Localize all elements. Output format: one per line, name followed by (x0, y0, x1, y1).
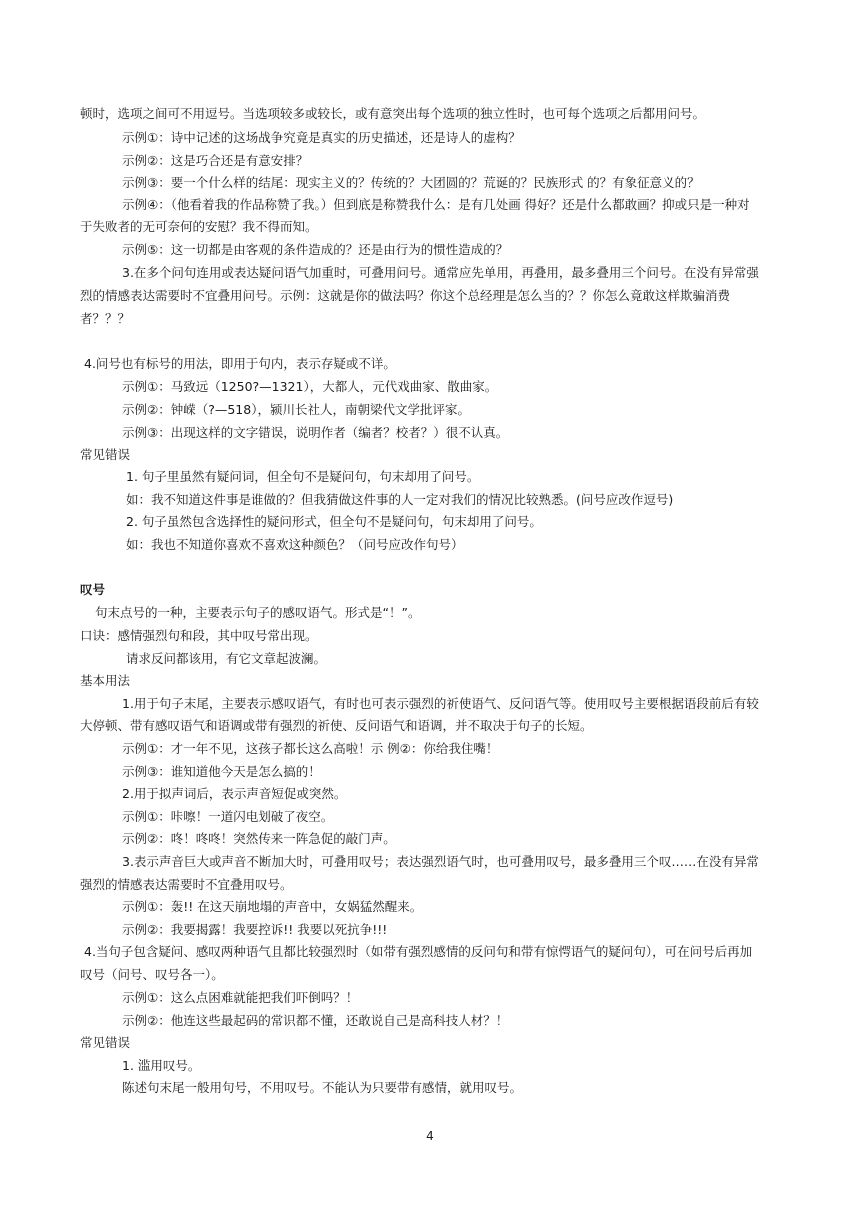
text-line: 于失败者的无可奈何的安慰？我不得而知。 (80, 219, 318, 234)
example-line: 如：我不知道这件事是谁做的？但我猜做这件事的人一定对我们的情况比较熟悉。(问号应改作逗号) (126, 492, 674, 507)
text-line: 者？？？ (80, 311, 131, 326)
example-line: 示例①：轰!! 在这天崩地塌的声音中，女娲猛然醒来。 (122, 899, 423, 914)
example-line: 示例②：他连这些最起码的常识都不懂，还敢说自己是高科技人材？！ (122, 1013, 509, 1028)
rule-line: 2.用于拟声词后，表示声音短促或突然。 (122, 786, 347, 801)
rule-line: 3.表示声音巨大或声音不断加大时，可叠用叹号；表达强烈语气时，也可叠用叹号，最多叠用三个叹……在没有异常 (122, 854, 759, 869)
text-line: 口诀：感情强烈句和段，其中叹号常出现。 (80, 628, 318, 643)
text-line: 大停顿、带有感叹语气和语调或带有强烈的祈使、反问语气和语调，并不取决于句子的长短。 (80, 718, 593, 733)
rule-line: 4.当句子包含疑问、感叹两种语气且都比较强烈时（如带有强烈感情的反问句和带有惊愕语气的疑问句），可在问号后再加 (84, 944, 753, 959)
section-heading: 叹号 (80, 582, 106, 597)
text-line: 烈的情感表达需要时不宜叠用问号。示例：这就是你的做法吗？你这个总经理是怎么当的？？你怎么竟敢这样欺骗消费 (80, 288, 731, 303)
example-line: 示例①：才一年不见，这孩子都长这么高啦！示 例②：你给我住嘴！ (122, 741, 499, 756)
example-line: 示例③：出现这样的文字错误，说明作者（编者？校者？）很不认真。 (122, 425, 509, 440)
example-line: 示例④：（他看着我的作品称赞了我。）但到底是称赞我什么：是有几处画 得好？还是什么都敢画？抑或只是一种对 (122, 197, 750, 212)
example-line: 如：我也不知道你喜欢不喜欢这种颜色？（问号应改作句号） (126, 537, 464, 552)
text-line: 强烈的情感表达需要时不宜叠用叹号。 (80, 877, 293, 892)
error-item: 2. 句子虽然包含选择性的疑问形式，但全句不是疑问句，句末却用了问号。 (126, 514, 542, 529)
example-line: 示例①：这么点困难就能把我们吓倒吗？！ (122, 990, 359, 1005)
error-item: 1. 滥用叹号。 (122, 1058, 201, 1073)
text-line: 叹号（问号、叹号各一）。 (80, 967, 224, 982)
page-number: 4 (426, 1129, 434, 1143)
subheading: 常见错误 (80, 447, 131, 462)
rule-line: 4.问号也有标号的用法，即用于句内，表示存疑或不详。 (84, 356, 396, 371)
text-line: 句末点号的一种，主要表示句子的感叹语气。形式是“！”。 (95, 605, 421, 620)
example-line: 示例②：咚！咚咚！突然传来一阵急促的敲门声。 (122, 831, 396, 846)
example-line: 示例①：咔嚓！一道闪电划破了夜空。 (122, 809, 334, 824)
subheading: 常见错误 (80, 1035, 131, 1050)
example-line: 示例③：要一个什么样的结尾：现实主义的？传统的？大团圆的？荒诞的？民族形式 的？有象征意义的？ (122, 175, 700, 190)
example-line: 示例③：谁知道他今天是怎么搞的！ (122, 764, 321, 779)
rule-line: 1.用于句子末尾，主要表示感叹语气，有时也可表示强烈的祈使语气、反问语气等。使用叹号主要根据语段前后有较 (122, 696, 759, 711)
example-line: 示例①：诗中记述的这场战争究竟是真实的历史描述，还是诗人的虚构？ (122, 130, 521, 145)
text-line: 陈述句末尾一般用句号，不用叹号。不能认为只要带有感情，就用叹号。 (122, 1080, 523, 1095)
rule-line: 3.在多个问句连用或表达疑问语气加重时，可叠用问号。通常应先单用，再叠用，最多叠用三个问号。在没有异常强 (122, 265, 759, 280)
error-item: 1. 句子里虽然有疑问词，但全句不是疑问句，句末却用了问号。 (126, 469, 480, 484)
example-line: 示例②：钟嵘（?—518），颍川长社人，南朝梁代文学批评家。 (122, 402, 470, 417)
example-line: 示例⑤：这一切都是由客观的条件造成的？还是由行为的惯性造成的？ (122, 242, 509, 257)
example-line: 示例①：马致远（1250?—1321），大都人，元代戏曲家、散曲家。 (122, 379, 498, 394)
text-line: 顿时，选项之间可不用逗号。当选项较多或较长，或有意突出每个选项的独立性时，也可每个选项之后都用问号。 (80, 106, 706, 121)
example-line: 示例②：我要揭露！我要控诉!! 我要以死抗争!!! (122, 922, 388, 937)
text-line: 请求反问都该用，有它文章起波澜。 (126, 651, 327, 666)
subheading: 基本用法 (80, 673, 131, 688)
example-line: 示例②：这是巧合还是有意安排？ (122, 153, 309, 168)
